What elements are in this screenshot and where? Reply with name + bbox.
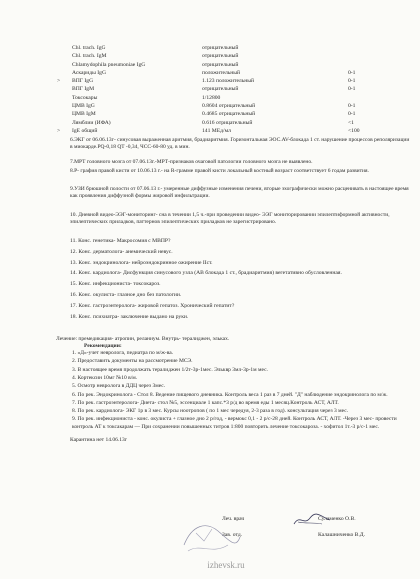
lab-value: 1.123 положительный (202, 78, 255, 85)
lab-value: 141 МЕд/мл (202, 127, 231, 134)
lab-name: Аскариды IgG (72, 69, 106, 76)
treatment-line: Лечение: премедикация- атропин, реланиум. Внутрь- тералиджен, эльках. (56, 336, 230, 342)
consult-item: 13. Конс. эндокринолога- нейроэндокринное ожирение IIст. (70, 259, 213, 266)
consult-item: 14. Конс. кардиолога- Дисфункция синусового узла (АВ блокада 1 ст., брадиаритмия) вегетативно обусловленная. (70, 270, 342, 277)
recommendation-item: 1. «Д»-учет невролога, педиатра по м/ж-ва. (72, 350, 174, 357)
lab-row (60, 85, 400, 93)
lab-name: IgE общий (72, 127, 98, 134)
lab-name: Лямблии (ИФА) (72, 119, 111, 126)
lab-row (60, 119, 400, 127)
recommendation-item: 3. В настоящее время продолжать тералиджен 1/2т-3р-1мес. Эльквр 3мл-3р-1м мес. (72, 366, 268, 373)
consult-item: 18. Конс. психиатра- заключение выдано на руки. (70, 313, 189, 320)
recommendation-item: 6. По рек. Эндокринолога - Стол 8. Ведение пищевого дневника. Контроль веса 1 раз в 7 дней. "Д" наблюдение эндокринолога по м/ж. (72, 391, 388, 398)
head-label: Зав. отд. (222, 532, 243, 538)
consult-item: 12. Конс. дерматолога- анемический невус. (70, 248, 173, 255)
lab-value: 0.4685 отрицательный (202, 111, 256, 118)
recommendation-item: 5. Осмотр невролога в ДДЦ через 3мес. (72, 383, 166, 390)
lab-name: Токсокары (72, 94, 98, 101)
lab-name: ВПГ IgG (72, 78, 94, 85)
lab-value: положительный (202, 69, 241, 76)
lab-row (60, 94, 400, 102)
recommendation-item: 7. По рек. гастроэнтеролога- Диета- стол №5, эссенциале 1 капс.*3 р/д во время еды 1 месяц.Контроль АСТ, АЛТ. (72, 399, 339, 406)
lab-row (60, 61, 400, 69)
consult-item: 11. Конс. генетика- Макросомия с МВПР? (70, 238, 171, 244)
recommendations-heading: Рекомендации: (84, 343, 122, 350)
lab-ref: 0-1 (348, 78, 356, 85)
watermark: izhevsk.ru (207, 560, 245, 570)
finding-ultrasound: 9.УЗИ брюшной полости от 07.06.13 г.- умеренные диффузные изменения печени, вторые эхографически можно расценивать в настоящее время как проявления диффузной формы жировой инфильтрации. (70, 186, 409, 200)
quarantine-note: Карантина нет 14.06.13г (70, 436, 127, 443)
lab-value: 1/12800 (202, 94, 221, 101)
lab-name: ВПГ IgM (72, 86, 95, 93)
finding-eeg: 10. Дневной видео-ЭЭГ-мониторинг- сна в течении 1,5 ч.-при проведении видео- ЭЭГ мониторировании эпилептиформной активности, эпилептических приладков, паттернов эпилептических приладков не зарегистрировано. (70, 212, 390, 226)
finding-xray: 8.Р- графия правой кисти от 10.06.13 г.- на R-грамме правой кисти локальный костный возраст соответствует 6 годам развития. (70, 168, 369, 174)
consultations-list (70, 238, 370, 324)
lab-ref: 0-1 (348, 86, 356, 93)
treatment-section (56, 336, 398, 444)
recommendation-item: 4. Кортексин 10мг №10 в/м. (72, 375, 138, 382)
recommendation-item: 9. По рек. инфекциониста - конс. окулиста + глазное дно 2 р/год, - вермокс 0,1 - 2 р/с-28 дней. Контроль АСТ, АЛТ. -Через 3 мес- провести контроль АТ к токсакарам — При сохранении повышенных титров 1:800 повторить лечение токсокароза. - хофитол 1т.-3 р/с-1 мес. (72, 416, 397, 430)
lab-value: отрицательный (202, 61, 239, 68)
handwritten-signature (292, 512, 332, 528)
lab-row (60, 102, 400, 110)
lab-name: ЦМВ IgG (72, 103, 95, 110)
lab-name: Chl. trach. IgM (72, 53, 107, 60)
lab-value: отрицательный (202, 53, 239, 60)
recommendation-item: 8. По рек. кардиолога- ЭКГ 1р в 3 мес. Курсы ноотропов ( по 1 мес чередуя, 2-3 раза в год). консультация через 3 мес. (72, 408, 349, 415)
finding-mri: 7.МРТ головного мозга от 07.06.13г.-МРТ-признаков очаговой патологии головного мозга не выявлено. (70, 159, 313, 165)
stamp-mark (178, 515, 244, 559)
lab-value: отрицательный (202, 86, 239, 93)
lab-ref: 0-1 (348, 69, 356, 76)
lab-name: ЦМВ IgM (72, 111, 96, 118)
doctor-name: Суламенко О.В. (318, 516, 356, 522)
consult-item: 15. Конс. инфекциониста- токсокароз. (70, 281, 161, 288)
recommendation-item: 2. Предоставить документы на рассмотрение МСЭ. (72, 358, 193, 365)
consult-item: 16. Конс. окулиста- глазное дно без патологии. (70, 291, 182, 298)
head-signature-row (222, 532, 402, 538)
lab-row: > IgE общий 141 МЕд/мл <100 (57, 127, 360, 134)
lab-row (60, 44, 400, 52)
lab-ref: 0-1 (348, 103, 356, 110)
lab-results (57, 44, 400, 135)
lab-value: 0.8604 отрицательный (202, 103, 256, 110)
lab-row: > ВПГ IgG 1.123 положительный 0-1 (57, 78, 356, 85)
lab-name: Chl. trach. IgG (72, 45, 106, 51)
doctor-label: Леч. врач (222, 516, 245, 522)
lab-row (60, 52, 400, 60)
lab-row (60, 69, 400, 77)
lab-row (60, 110, 400, 118)
finding-ecg: 6.ЭКГ от 06.06.13г- синусовая выраженная аритмия, брадиаритмия. Горизонтальная ЭОС.AV-блокада 1 ст. нарушение процессов реполяризации в миокарде.PQ-0,18 QT -0,34, ЧСС-60-80 уд. в мин. (70, 137, 410, 151)
consult-item: 17. Конс. гастроэнтеролога- жировой гепатоз. Хронический гепатит? (70, 302, 235, 309)
lab-ref: <100 (348, 127, 360, 134)
lab-name: Chlamydophila pneumoniae IgG (72, 61, 146, 68)
recommendations-list (56, 350, 398, 430)
lab-ref: <1 (348, 119, 354, 126)
lab-value: отрицательный (202, 45, 239, 51)
lab-ref: 0-1 (348, 111, 356, 118)
head-name: Калашниченко В.Д. (318, 532, 366, 538)
lab-value: 0.616 отрицательный (202, 119, 253, 126)
